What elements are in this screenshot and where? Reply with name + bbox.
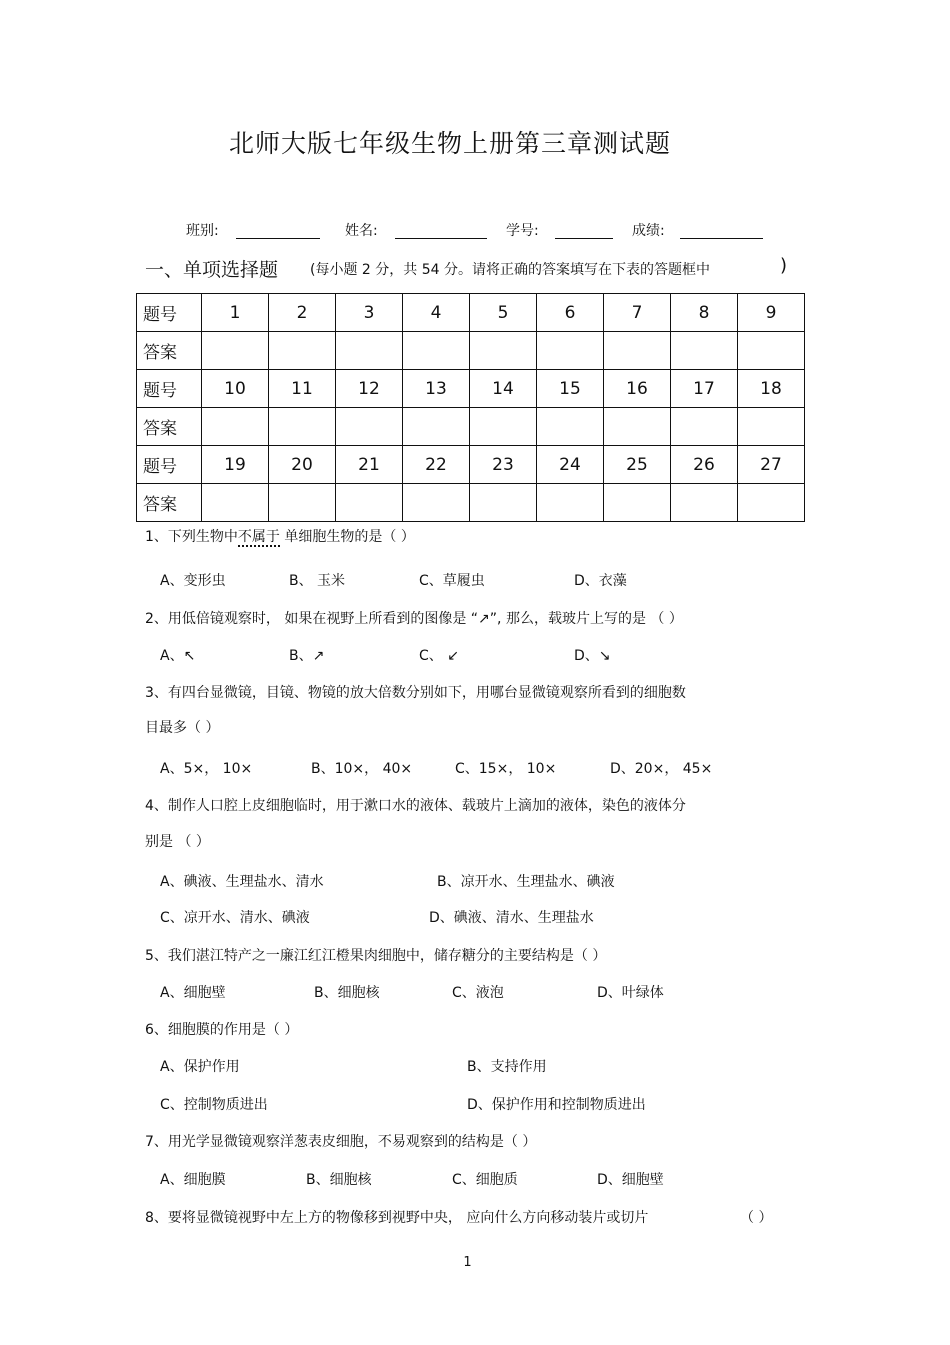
question-number-cell: 21 <box>336 446 403 484</box>
question-number-cell: 23 <box>470 446 537 484</box>
answer-cell[interactable] <box>738 332 805 370</box>
answer-table <box>136 293 805 522</box>
question-number-cell: 24 <box>537 446 604 484</box>
question-number-cell: 7 <box>604 294 671 332</box>
question-number-cell: 13 <box>403 370 470 408</box>
question-number-cell: 26 <box>671 446 738 484</box>
question-number-cell: 9 <box>738 294 805 332</box>
score-blank[interactable] <box>680 238 763 239</box>
page-title: 北师大版七年级生物上册第三章测试题 <box>228 129 671 158</box>
name-blank[interactable] <box>395 238 487 239</box>
question-7-option-c[interactable]: C、细胞质 <box>452 1172 518 1188</box>
answer-cell[interactable] <box>336 408 403 446</box>
question-6-stem: 6、细胞膜的作用是（ ） <box>145 1022 299 1038</box>
answer-cell[interactable] <box>202 332 269 370</box>
question-number-cell: 1 <box>202 294 269 332</box>
question-number-cell: 25 <box>604 446 671 484</box>
answer-row <box>137 332 805 370</box>
question-7-stem: 7、用光学显微镜观察洋葱表皮细胞，不易观察到的结构是（ ） <box>145 1134 537 1150</box>
question-number-cell: 16 <box>604 370 671 408</box>
answer-cell[interactable] <box>470 408 537 446</box>
question-number-cell: 4 <box>403 294 470 332</box>
question-number-cell: 11 <box>269 370 336 408</box>
answer-row <box>137 408 805 446</box>
answer-cell[interactable] <box>604 408 671 446</box>
question-8-stem: 8、要将显微镜视野中左上方的物像移到视野中央， 应向什么方向移动装片或切片 <box>145 1210 649 1226</box>
question-number-header: 题号 <box>137 446 202 484</box>
answer-cell[interactable] <box>738 484 805 522</box>
question-number-cell: 6 <box>537 294 604 332</box>
answer-cell[interactable] <box>202 408 269 446</box>
question-number-cell: 18 <box>738 370 805 408</box>
section-heading: 一、单项选择题 <box>145 259 279 281</box>
question-1-stem-pre: 1、下列生物中 <box>145 529 238 545</box>
question-3-stem-line-2: 目最多（ ） <box>145 720 220 736</box>
class-label: 班别: <box>186 223 219 239</box>
question-number-header: 题号 <box>137 294 202 332</box>
question-7-option-a[interactable]: A、细胞膜 <box>160 1172 226 1188</box>
answer-header: 答案 <box>137 332 202 370</box>
answer-cell[interactable] <box>738 408 805 446</box>
question-number-row <box>137 446 805 484</box>
answer-cell[interactable] <box>537 332 604 370</box>
question-3-stem-line-1: 3、有四台显微镜，目镜、物镜的放大倍数分别如下，用哪台显微镜观察所看到的细胞数 <box>145 685 686 701</box>
question-2-option-b[interactable]: B、↗ <box>289 648 325 664</box>
answer-cell[interactable] <box>269 484 336 522</box>
question-6-option-a[interactable]: A、保护作用 <box>160 1059 240 1075</box>
answer-row <box>137 484 805 522</box>
question-1-option-c[interactable]: C、草履虫 <box>419 573 485 589</box>
question-number-cell: 8 <box>671 294 738 332</box>
question-number-cell: 2 <box>269 294 336 332</box>
question-number-cell: 17 <box>671 370 738 408</box>
question-7-option-d[interactable]: D、细胞壁 <box>597 1172 664 1188</box>
question-4-option-a[interactable]: A、碘液、生理盐水、清水 <box>160 874 324 890</box>
question-number-cell: 20 <box>269 446 336 484</box>
student-id-blank[interactable] <box>555 238 613 239</box>
question-1-stem-post: 单细胞生物的是（ ） <box>279 529 415 545</box>
answer-cell[interactable] <box>202 484 269 522</box>
answer-cell[interactable] <box>403 408 470 446</box>
question-1-stem <box>145 526 415 546</box>
answer-cell[interactable] <box>604 332 671 370</box>
question-3-option-c[interactable]: C、15×， 10× <box>455 761 557 777</box>
answer-header: 答案 <box>137 408 202 446</box>
question-4-stem-line-1: 4、制作人口腔上皮细胞临时，用于漱口水的液体、载玻片上滴加的液体，染色的液体分 <box>145 798 686 814</box>
answer-cell[interactable] <box>604 484 671 522</box>
question-3-option-b[interactable]: B、10×， 40× <box>311 761 413 777</box>
question-number-cell: 12 <box>336 370 403 408</box>
answer-cell[interactable] <box>671 332 738 370</box>
question-5-stem: 5、我们湛江特产之一廉江红江橙果肉细胞中，储存糖分的主要结构是（ ） <box>145 948 607 964</box>
question-6-option-b[interactable]: B、支持作用 <box>467 1059 547 1075</box>
question-1-emphasis: 不属于 <box>237 529 280 545</box>
answer-cell[interactable] <box>403 332 470 370</box>
answer-cell[interactable] <box>269 332 336 370</box>
question-2-option-d[interactable]: D、↘ <box>574 648 611 664</box>
class-blank[interactable] <box>236 238 320 239</box>
answer-cell[interactable] <box>537 484 604 522</box>
student-id-label: 学号: <box>506 223 539 239</box>
page-number: 1 <box>463 1255 472 1270</box>
question-1-option-b[interactable]: B、 玉米 <box>289 573 346 589</box>
question-number-cell: 15 <box>537 370 604 408</box>
question-2-stem: 2、用低倍镜观察时， 如果在视野上所看到的图像是 “↗”, 那么，载玻片上写的是 （ ） <box>145 611 683 627</box>
answer-cell[interactable] <box>470 484 537 522</box>
question-2-option-a[interactable]: A、↖ <box>160 648 196 664</box>
question-5-option-a[interactable]: A、细胞壁 <box>160 985 226 1001</box>
question-1-option-a[interactable]: A、变形虫 <box>160 573 226 589</box>
section-note-close: ) <box>780 255 788 276</box>
question-6-option-c[interactable]: C、控制物质进出 <box>160 1097 268 1113</box>
question-number-cell: 5 <box>470 294 537 332</box>
question-number-cell: 3 <box>336 294 403 332</box>
question-4-option-b[interactable]: B、凉开水、生理盐水、碘液 <box>437 874 615 890</box>
question-number-row <box>137 294 805 332</box>
question-number-cell: 10 <box>202 370 269 408</box>
question-7-option-b[interactable]: B、细胞核 <box>306 1172 372 1188</box>
question-4-stem-line-2: 别是 （ ） <box>145 834 210 850</box>
name-label: 姓名: <box>345 223 378 239</box>
section-note: (每小题 2 分，共 54 分。请将正确的答案填写在下表的答题框中 <box>310 262 710 278</box>
question-number-cell: 19 <box>202 446 269 484</box>
answer-cell[interactable] <box>336 484 403 522</box>
question-1-option-d[interactable]: D、衣藻 <box>574 573 627 589</box>
answer-cell[interactable] <box>671 484 738 522</box>
question-number-cell: 14 <box>470 370 537 408</box>
question-6-option-d[interactable]: D、保护作用和控制物质进出 <box>467 1097 646 1113</box>
answer-cell[interactable] <box>403 484 470 522</box>
question-3-option-d[interactable]: D、20×， 45× <box>610 761 713 777</box>
question-3-option-a[interactable]: A、5×， 10× <box>160 761 253 777</box>
question-number-cell: 27 <box>738 446 805 484</box>
question-5-option-b[interactable]: B、细胞核 <box>314 985 380 1001</box>
question-4-option-c[interactable]: C、凉开水、清水、碘液 <box>160 910 310 926</box>
question-2-option-c[interactable]: C、 ↙ <box>419 648 459 664</box>
answer-cell[interactable] <box>671 408 738 446</box>
question-5-option-c[interactable]: C、液泡 <box>452 985 504 1001</box>
question-number-header: 题号 <box>137 370 202 408</box>
question-number-row <box>137 370 805 408</box>
answer-header: 答案 <box>137 484 202 522</box>
question-number-cell: 22 <box>403 446 470 484</box>
answer-cell[interactable] <box>537 408 604 446</box>
answer-cell[interactable] <box>470 332 537 370</box>
answer-cell[interactable] <box>269 408 336 446</box>
question-5-option-d[interactable]: D、叶绿体 <box>597 985 664 1001</box>
score-label: 成绩: <box>632 223 665 239</box>
question-4-option-d[interactable]: D、碘液、清水、生理盐水 <box>429 910 594 926</box>
question-8-answer-paren: （ ） <box>740 1210 773 1226</box>
answer-cell[interactable] <box>336 332 403 370</box>
